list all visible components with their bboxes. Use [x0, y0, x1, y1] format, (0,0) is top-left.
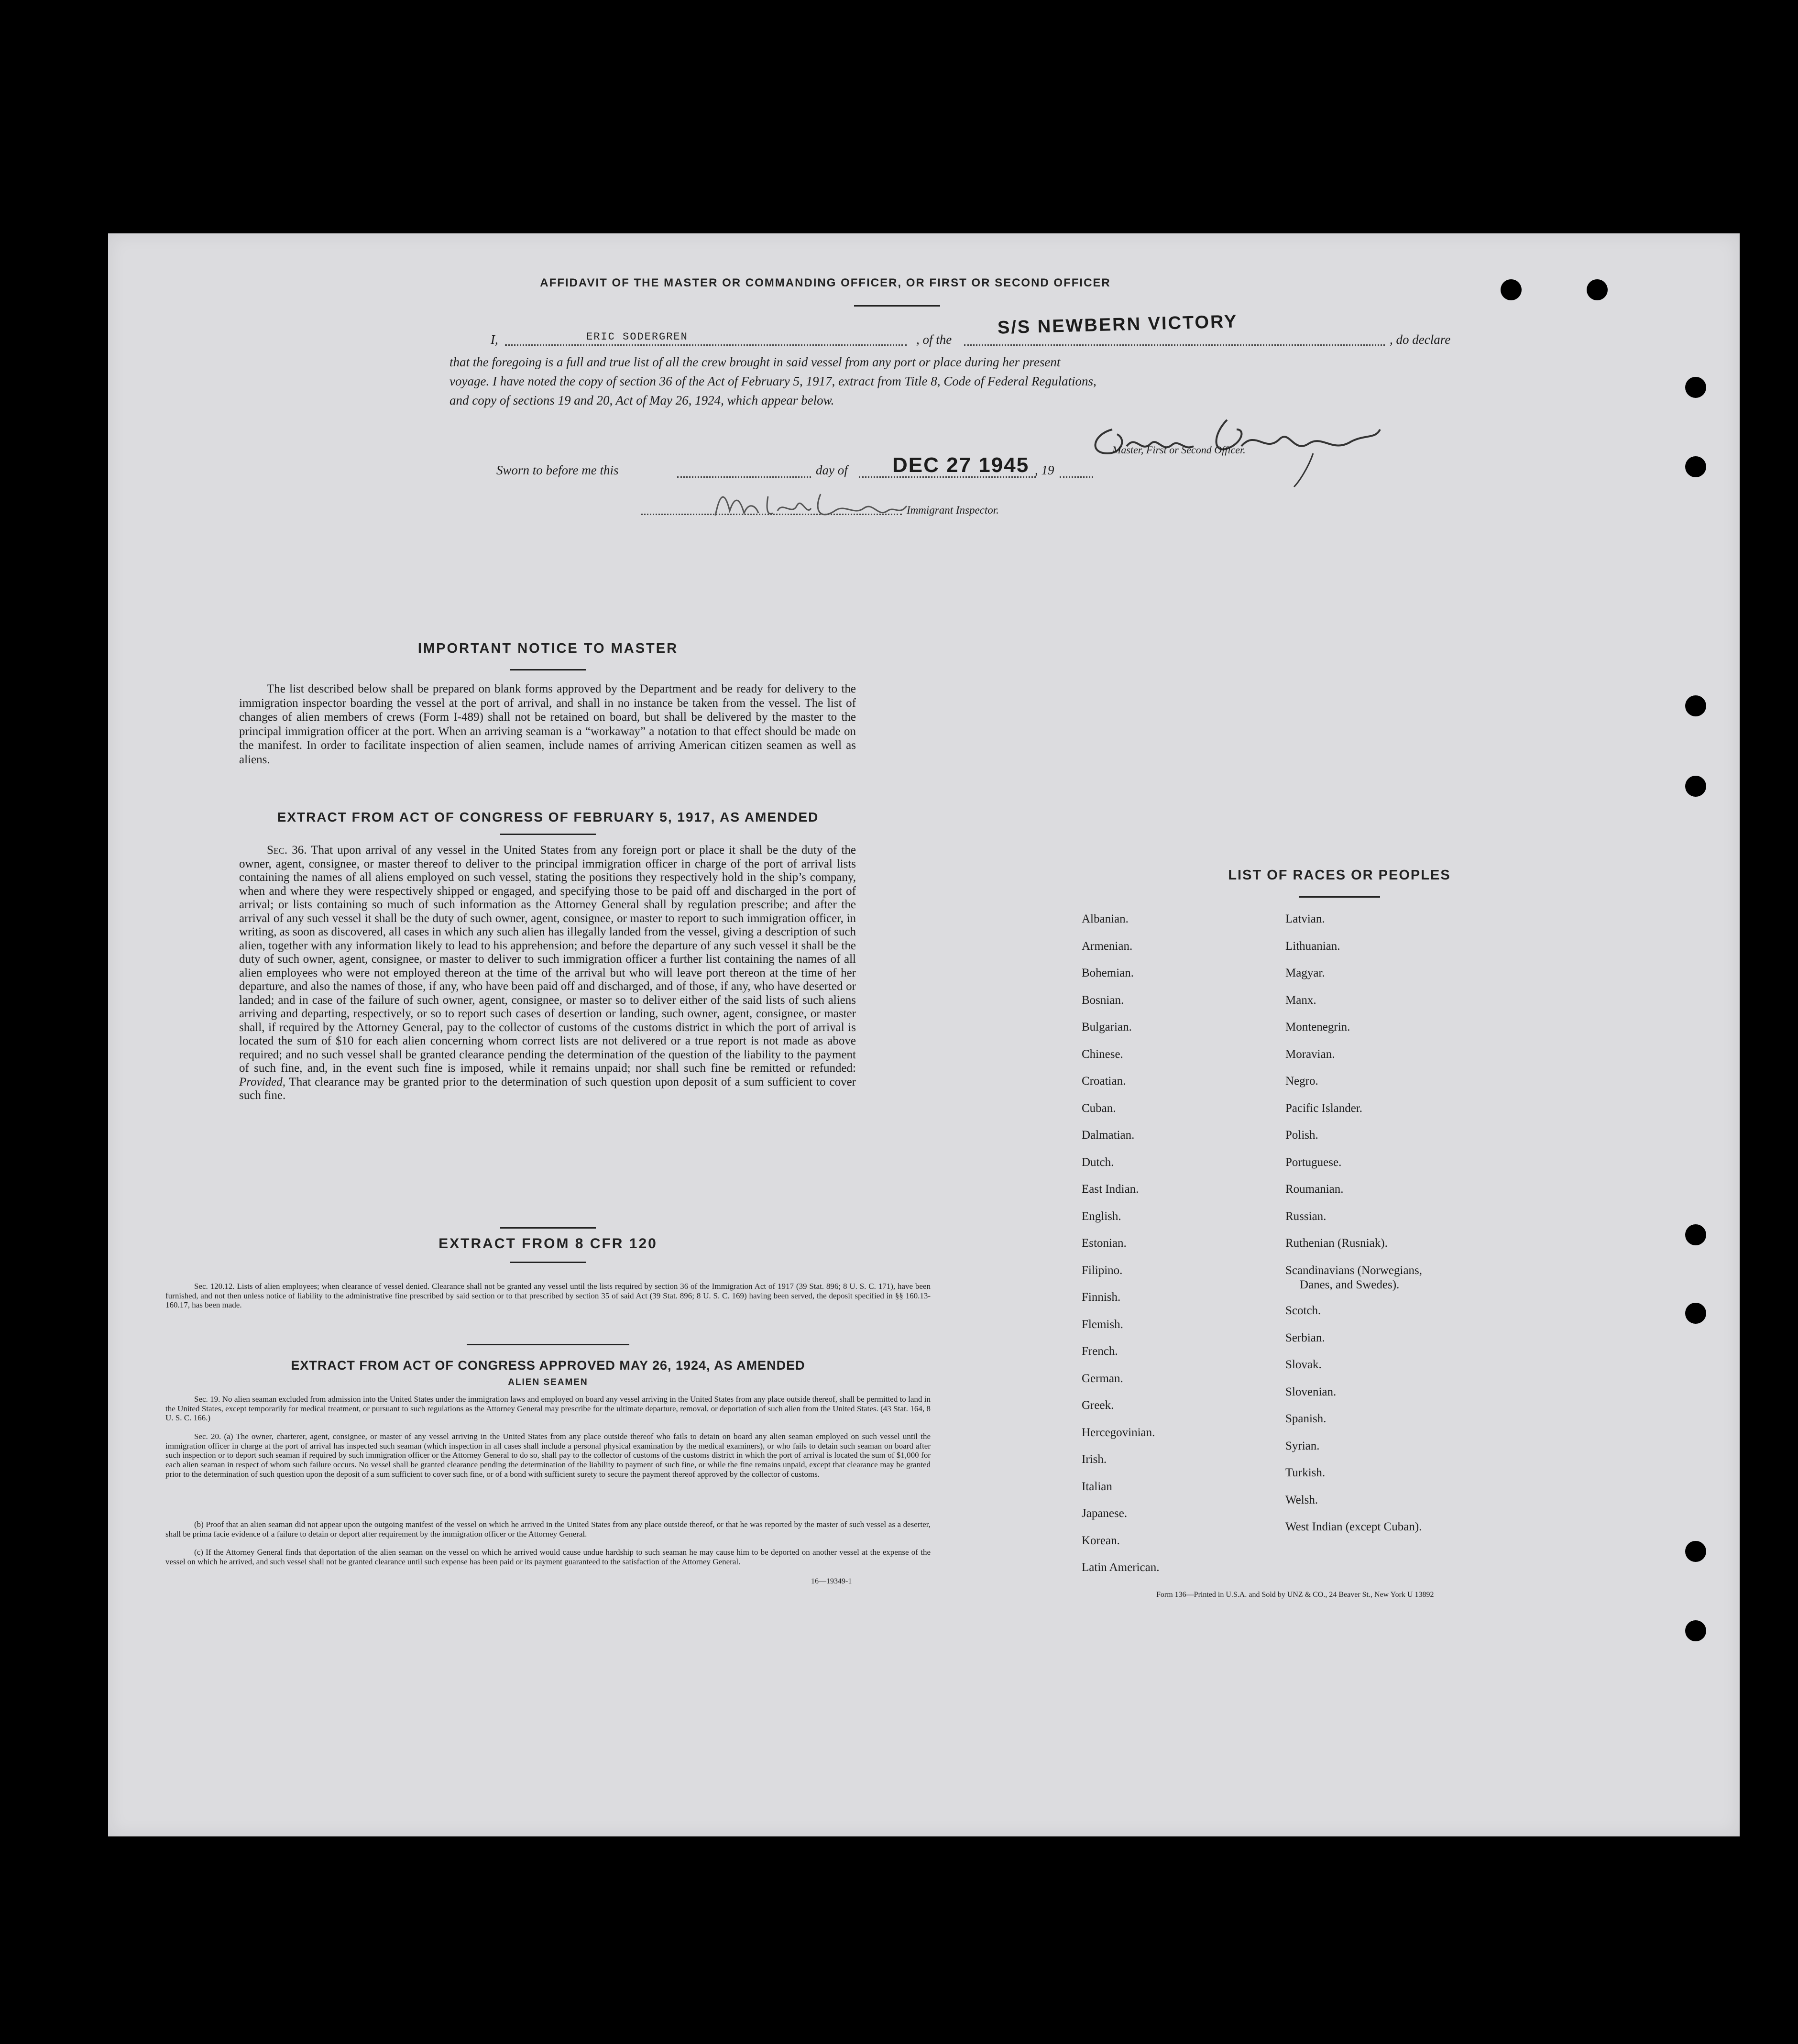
form-footer: Form 136—Printed in U.S.A. and Sold by UNZ & CO., 24 Beaver St., New York U 13892: [1156, 1591, 1434, 1599]
vessel-name-stamp: S/S NEWBERN VICTORY: [997, 311, 1238, 338]
of-the-label: , of the: [916, 332, 952, 347]
race-item: Cuban.: [1082, 1101, 1116, 1115]
sec-36-text: That upon arrival of any vessel in the United States from any foreign port or place it shall be the duty of the owner, agent, consignee, or master thereof to deliver to the principal immigration officer in charge of the port of arrival lists containing the names of all aliens employed on such vessel, stating the positions they respectively hold in the ship’s company, when and where they were respectively shipped or engaged, and specifying those to be paid off and discharged in the port of arrival; or lists containing so much of such information as the Attorney General shall by regulation prescribe; and after the arrival of any such vessel it shall be the duty of such owner, agent, consignee, or master to report to such immigration officer, in writing, as soon as discovered, all cases in which any such alien has illegally landed from the vessel, giving a description of such alien, together with any information likely to lead to his apprehension; and before the departure of any such vessel it shall be the duty of such owner, agent, consignee, or master to deliver to such immigration officer a further list containing the names of all alien employees who were not employed thereon at the time of the arrival but who will leave port thereon at the time of her departure, and also the names of those, if any, who have been paid off and discharged, and of those, if any, who have deserted or landed; and in case of the failure of such owner, agent, consignee, or master so to deliver either of the said lists of such aliens arriving and departing, respectively, or so to report such cases of desertion or landing, such owner, agent, consignee, or master shall, if required by the Attorney General, pay to the collector of customs of the customs district in which the port of arrival is located the sum of $10 for each alien concerning whom correct lists are not delivered or a true report is not made as above required; and no such vessel shall be granted clearance pending the determination of the question of the liability to the payment of such fine, and, in the event such fine is imposed, while it remains unpaid; nor shall such fine be remitted or refunded:: [239, 844, 856, 1075]
punch-hole: [1685, 377, 1706, 398]
race-item: Armenian.: [1082, 939, 1133, 953]
race-item: Croatian.: [1082, 1075, 1126, 1088]
race-item: Scandinavians (Norwegians,: [1285, 1264, 1423, 1277]
race-item: German.: [1082, 1372, 1123, 1385]
race-item: Portuguese.: [1285, 1155, 1342, 1169]
day-of-label: day of: [816, 463, 848, 477]
provided-word: Provided,: [239, 1075, 285, 1088]
declaration-line-2: voyage. I have noted the copy of section 36 of the Act of February 5, 1917, extract from Title 8, Code of Federal Regulations,: [450, 374, 1096, 388]
notice-body: The list described below shall be prepared on blank forms approved by the Department and be ready for delivery to the immigration inspector boarding the vessel at the port of arrival, and shall in no instance be taken from the vessel. The list of changes of alien members of crews (Form I-489) shall not be retained on board, but shall be delivered by the master to the principal immigration officer at the port. When an arriving seaman is a “workaway” a notation to that effect should be made on the manifest. In order to facilitate inspection of alien seamen, include names of arriving American citizen seamen as well as aliens.: [239, 682, 856, 766]
race-item: English.: [1082, 1209, 1121, 1223]
race-item: Turkish.: [1285, 1466, 1326, 1479]
punch-hole: [1501, 279, 1522, 300]
divider: [500, 834, 596, 835]
punch-hole: [1685, 1303, 1706, 1324]
sec-19: Sec. 19. No alien seaman excluded from admission into the United States under the immigration laws and employed on board any vessel arriving in the United States from any place outside thereof, shall be permitted to land in the United States, except temporarily for medical treatment, or pursuant to such regulations as the Attorney General may prescribe for the ultimate departure, removal, or deportation of such alien from the United States. (43 Stat. 164, 8 U. S. C. 166.): [165, 1395, 931, 1423]
race-item: Bosnian.: [1082, 993, 1124, 1007]
races-title: LIST OF RACES OR PEOPLES: [1228, 868, 1451, 883]
race-item: Estonian.: [1082, 1237, 1127, 1250]
race-item: Greek.: [1082, 1399, 1114, 1412]
race-item: Russian.: [1285, 1209, 1327, 1223]
race-item: Slovenian.: [1285, 1385, 1337, 1398]
race-item: Korean.: [1082, 1534, 1120, 1547]
inspector-signature: [711, 482, 911, 525]
name-line: [505, 344, 907, 346]
divider: [500, 1227, 596, 1229]
race-item: Filipino.: [1082, 1264, 1123, 1277]
declaration-line-3: and copy of sections 19 and 20, Act of May 26, 1924, which appear below.: [450, 393, 834, 407]
punch-hole: [1587, 279, 1608, 300]
i-label: I,: [491, 332, 498, 347]
race-item: Negro.: [1285, 1075, 1318, 1088]
punch-hole: [1685, 1224, 1706, 1245]
race-item: Roumanian.: [1285, 1183, 1344, 1196]
master-caption: Master, First or Second Officer.: [1112, 444, 1246, 456]
punch-hole: [1685, 1620, 1706, 1641]
sworn-label: Sworn to before me this: [496, 463, 619, 477]
notice-title: IMPORTANT NOTICE TO MASTER: [417, 641, 679, 656]
inspector-caption: Immigrant Inspector.: [907, 504, 999, 516]
race-item: Pacific Islander.: [1285, 1101, 1363, 1115]
year-line: [1060, 476, 1093, 478]
race-item: Welsh.: [1285, 1493, 1318, 1506]
race-item: Montenegrin.: [1285, 1021, 1350, 1033]
race-item: Chinese.: [1082, 1047, 1123, 1061]
extract-cfr-body: Sec. 120.12. Lists of alien employees; when clearance of vessel denied. Clearance shall not be granted any vessel until the lists required by section 36 of the Immigration Act of 1917 (39 Stat. 896; 8 U. S. C. 171), have been furnished, and not then unless notice of liability to the administrative fine prescribed by said section or to that prescribed by section 35 of said Act (39 Stat. 896; 8 U. S. C. 169) having been served, the deposit specified in §§ 160.13-160.17, has been made.: [165, 1282, 931, 1310]
punch-hole: [1685, 1541, 1706, 1562]
race-item: Latvian.: [1285, 912, 1325, 925]
race-item: Italian: [1082, 1480, 1112, 1493]
do-declare-label: , do declare: [1390, 332, 1451, 347]
extract-1917-title: EXTRACT FROM ACT OF CONGRESS OF FEBRUARY 5, 1917, AS AMENDED: [277, 810, 819, 824]
race-item: Lithuanian.: [1285, 939, 1340, 953]
race-item: Syrian.: [1285, 1439, 1320, 1452]
race-item: Ruthenian (Rusniak).: [1285, 1237, 1388, 1250]
divider: [467, 1344, 629, 1345]
year-label: , 19: [1035, 463, 1054, 477]
divider: [854, 305, 940, 307]
punch-hole: [1685, 695, 1706, 716]
sec-20c: (c) If the Attorney General finds that deportation of the alien seaman on the vessel on which he arrived would cause undue hardship to such seaman he may cause him to be deported on another vessel at the expense of the vessel on which he arrived, and such vessel shall not be granted clearance until such expense has been paid or its payment guaranteed to the satisfaction of the Attorney General.: [165, 1548, 931, 1566]
race-item: Latin American.: [1082, 1561, 1160, 1574]
race-item: Magyar.: [1285, 967, 1325, 979]
race-item: Scotch.: [1285, 1304, 1321, 1317]
race-item: French.: [1082, 1345, 1118, 1358]
race-item: East Indian.: [1082, 1183, 1139, 1196]
divider: [510, 669, 586, 670]
race-item: Japanese.: [1082, 1507, 1128, 1520]
punch-hole: [1685, 776, 1706, 797]
date-stamp: DEC 27 1945: [892, 453, 1030, 477]
extract-1924-subtitle: ALIEN SEAMEN: [508, 1377, 588, 1387]
sec-20a: Sec. 20. (a) The owner, charterer, agent, consignee, or master of any vessel arriving in the United States from any place outside thereof who fails to detain on board any alien seaman employed on such vessel until the immigration officer in charge at the port of arrival has inspected such seaman (which inspection in all cases shall include a personal physical examination by the medical examiners), or who fails to detain such seaman on board after such inspection or to deport such seaman if required by such immigration officer or the Attorney General to do so, shall pay to the collector of customs of the customs district in which the port of arrival is located the sum of $1,000 for each alien seaman in respect of whom such failure occurs. No vessel shall be granted clearance pending the determination of the liability to payment of such fine, or while the fine remains unpaid, except that clearance may be granted prior to the determination of such question upon the deposit of a sum sufficient to cover such fine, or of a bond with sufficient surety to secure the payment thereof approved by the collector of customs.: [165, 1432, 931, 1479]
race-item: Dalmatian.: [1082, 1129, 1135, 1142]
race-item: Slovak.: [1285, 1358, 1322, 1371]
race-item: Irish.: [1082, 1453, 1107, 1466]
sec-20b: (b) Proof that an alien seaman did not appear upon the outgoing manifest of the vessel on which he arrived in the United States from any place outside thereof, or that he was reported by the master of such vessel as a deserter, shall be prima facie evidence of a failure to detain or deport after requirement by the immigration officer or the Attorney General.: [165, 1520, 931, 1538]
extract-1924-title: EXTRACT FROM ACT OF CONGRESS APPROVED MAY 26, 1924, AS AMENDED: [291, 1358, 805, 1373]
sec-36-label: Sec. 36.: [267, 844, 307, 857]
divider: [510, 1262, 586, 1263]
divider: [1299, 896, 1380, 898]
race-item: Flemish.: [1082, 1318, 1123, 1331]
master-name: ERIC SODERGREN: [586, 331, 688, 343]
extract-cfr-title: EXTRACT FROM 8 CFR 120: [439, 1236, 658, 1252]
race-item: Finnish.: [1082, 1291, 1121, 1304]
sec-36-text-end: That clearance may be granted prior to the determination of such question upon deposit of a sum sufficient to cover such fine.: [239, 1075, 856, 1102]
sworn-day-line: [677, 476, 811, 478]
race-item: Albanian.: [1082, 912, 1129, 925]
vessel-line: [964, 344, 1385, 346]
race-item: Polish.: [1285, 1129, 1318, 1142]
race-item: Hercegovinian.: [1082, 1426, 1155, 1439]
race-item: Dutch.: [1082, 1155, 1114, 1169]
declaration-line-1: that the foregoing is a full and true list of all the crew brought in said vessel from any port or place during her present: [450, 355, 1061, 369]
race-item: Bulgarian.: [1082, 1021, 1132, 1033]
race-item: Manx.: [1285, 993, 1316, 1007]
extract-1917-body: [239, 844, 856, 1103]
affidavit-title: AFFIDAVIT OF THE MASTER OR COMMANDING OFFICER, OR FIRST OR SECOND OFFICER: [540, 276, 1111, 289]
race-item: Bohemian.: [1082, 967, 1134, 979]
document-page: [108, 233, 1740, 1836]
race-item: Spanish.: [1285, 1412, 1327, 1425]
punch-hole: [1685, 456, 1706, 477]
race-item: Serbian.: [1285, 1331, 1325, 1344]
race-item: West Indian (except Cuban).: [1285, 1520, 1422, 1533]
print-code: 16—19349-1: [811, 1577, 852, 1585]
race-item: Danes, and Swedes).: [1300, 1278, 1400, 1291]
race-item: Moravian.: [1285, 1047, 1335, 1061]
